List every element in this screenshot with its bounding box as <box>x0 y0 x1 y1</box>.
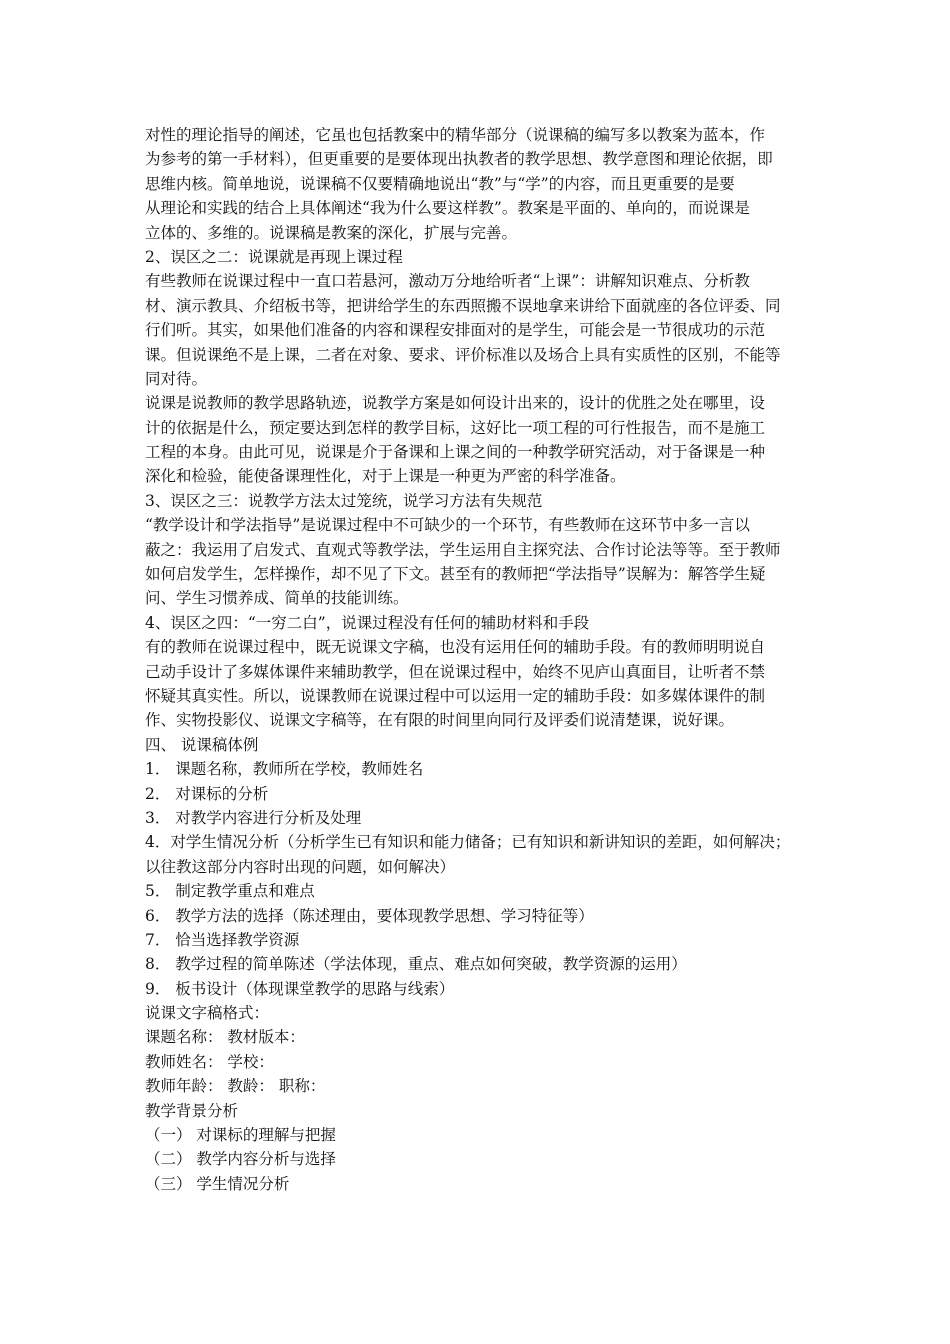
misconception-3-heading: 3、误区之三：说教学方法太过笼统，说学习方法有失规范 <box>145 491 543 510</box>
misconception-4-paragraph <box>145 635 813 733</box>
document-page <box>145 123 813 1196</box>
list-item: 4．对学生情况分析（分析学生已有知识和能力储备；已有知识和新讲知识的差距，如何解决； <box>145 833 791 852</box>
text-line: 工程的本身。由此可见，说课是介于备课和上课之间的一种教学研究活动，对于备课是一种 <box>145 443 766 462</box>
list-item: （三） 学生情况分析 <box>145 1174 290 1193</box>
list-item: （一） 对课标的理解与把握 <box>145 1126 336 1145</box>
text-line: 怀疑其真实性。所以，说课教师在说课过程中可以运用一定的辅助手段：如多媒体课件的制 <box>145 686 766 705</box>
text-line: 思维内核。简单地说，说课稿不仅要精确地说出“教”与“学”的内容，而且更重要的是要 <box>145 174 735 193</box>
list-item: 1． 课题名称，教师所在学校，教师姓名 <box>145 760 424 779</box>
text-line: 蔽之：我运用了启发式、直观式等教学法，学生运用自主探究法、合作讨论法等等。至于教师 <box>145 540 781 559</box>
misconception-2-heading: 2、误区之二：说课就是再现上课过程 <box>145 247 403 266</box>
misconception-4-heading: 4、误区之四：“一穷二白”，说课过程没有任何的辅助材料和手段 <box>145 613 590 632</box>
list-item: 教学背景分析 <box>145 1101 239 1120</box>
list-item: 5． 制定教学重点和难点 <box>145 882 315 901</box>
text-line: 为参考的第一手材料），但更重要的是要体现出执教者的教学思想、教学意图和理论依据，即 <box>145 150 773 169</box>
text-line: 问、学生习惯养成、简单的技能训练。 <box>145 589 409 608</box>
text-line: 材、演示教具、介绍板书等，把讲给学生的东西照搬不误地拿来讲给下面就座的各位评委、同 <box>145 296 781 315</box>
text-line: 同对待。 <box>145 369 208 388</box>
format-list <box>145 1025 813 1196</box>
list-item: 2． 对课标的分析 <box>145 784 269 803</box>
text-line: 如何启发学生，怎样操作，却不见了下文。甚至有的教师把“学法指导”误解为：解答学生疑 <box>145 565 766 584</box>
list-item: 课题名称： 教材版本： <box>145 1028 305 1047</box>
list-item: 8． 教学过程的简单陈述（学法体现，重点、难点如何突破，教学资源的运用） <box>145 955 687 974</box>
list-item: 教师年龄： 教龄： 职称： <box>145 1077 326 1096</box>
format-heading: 说课文字稿格式： <box>145 1004 270 1023</box>
misconception-2-paragraph-2 <box>145 391 813 489</box>
text-line: 课。但说课绝不是上课，二者在对象、要求、评价标准以及场合上具有实质性的区别，不能等 <box>145 345 781 364</box>
list-item: 以往教这部分内容时出现的问题，如何解决） <box>145 857 456 876</box>
text-line: 有的教师在说课过程中，既无说课文字稿，也没有运用任何的辅助手段。有的教师明明说自 <box>145 638 766 657</box>
text-line: “教学设计和学法指导”是说课过程中不可缺少的一个环节，有些教师在这环节中多一言以 <box>145 516 750 535</box>
text-line: 行们听。其实，如果他们准备的内容和课程安排面对的是学生，可能会是一节很成功的示范 <box>145 321 766 340</box>
section-4-list <box>145 757 813 1001</box>
text-line: 作、实物投影仪、说课文字稿等，在有限的时间里向同行及评委们说清楚课，说好课。 <box>145 711 735 730</box>
misconception-2-paragraph-1 <box>145 269 813 391</box>
text-line: 有些教师在说课过程中一直口若悬河，激动万分地给听者“上课”：讲解知识难点、分析教 <box>145 272 750 291</box>
section-4-heading: 四、 说课稿体例 <box>145 735 259 754</box>
list-item: 教师姓名： 学校： <box>145 1052 274 1071</box>
text-line: 己动手设计了多媒体课件来辅助教学，但在说课过程中，始终不见庐山真面目，让听者不禁 <box>145 662 766 681</box>
intro-paragraph <box>145 123 813 245</box>
text-line: 说课是说教师的教学思路轨迹，说教学方案是如何设计出来的，设计的优胜之处在哪里，设 <box>145 394 766 413</box>
text-line: 深化和检验，能使备课理性化，对于上课是一种更为严密的科学准备。 <box>145 467 626 486</box>
text-line: 从理论和实践的结合上具体阐述“我为什么要这样教”。教案是平面的、单向的，而说课是 <box>145 199 750 218</box>
text-line: 对性的理论指导的阐述，它虽也包括教案中的精华部分（说课稿的编写多以教案为蓝本，作 <box>145 126 766 144</box>
list-item: 6． 教学方法的选择（陈述理由，要体现教学思想、学习特征等） <box>145 906 594 925</box>
list-item: 3． 对教学内容进行分析及处理 <box>145 808 362 827</box>
text-line: 立体的、多维的。说课稿是教案的深化，扩展与完善。 <box>145 223 518 242</box>
list-item: 9． 板书设计（体现课堂教学的思路与线索） <box>145 979 455 998</box>
list-item: （二） 教学内容分析与选择 <box>145 1150 336 1169</box>
text-line: 计的依据是什么，预定要达到怎样的教学目标，这好比一项工程的可行性报告，而不是施工 <box>145 418 766 437</box>
misconception-3-paragraph <box>145 513 813 611</box>
list-item: 7． 恰当选择教学资源 <box>145 930 300 949</box>
